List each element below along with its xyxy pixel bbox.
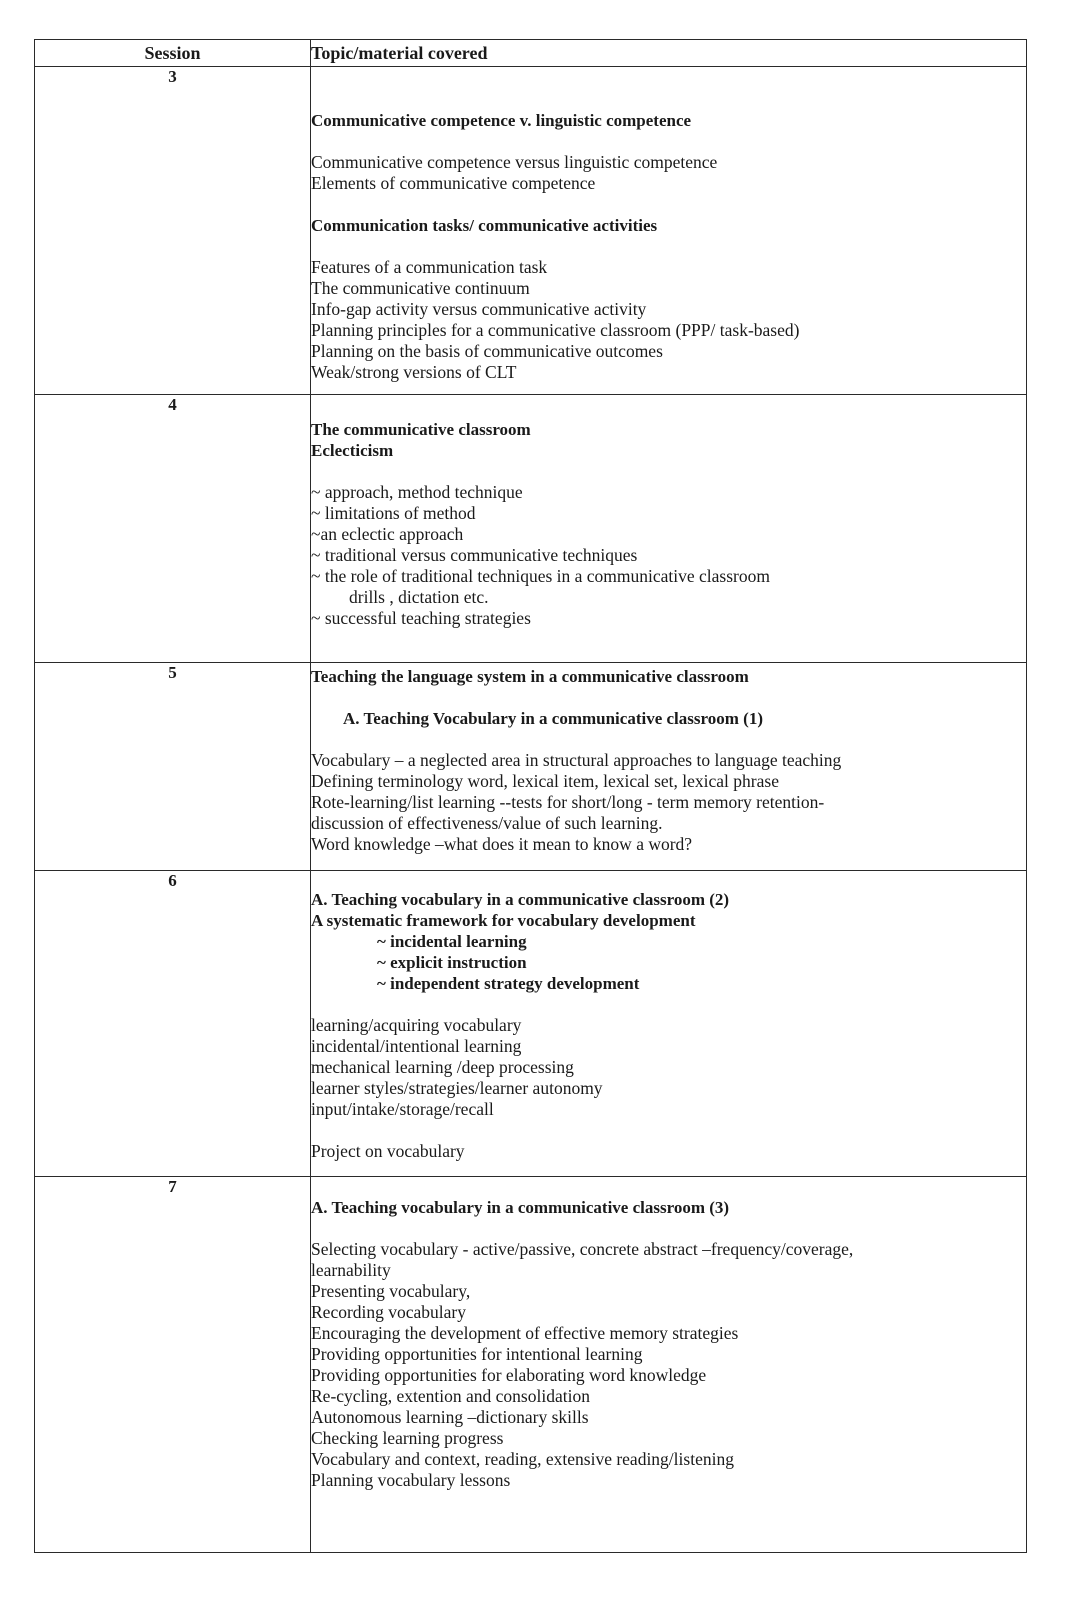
topic-line: Communicative competence versus linguistic competence [311, 152, 718, 172]
topic-cell [311, 67, 1027, 395]
topic-line: Vocabulary and context, reading, extensive reading/listening [311, 1449, 734, 1469]
topic-line: Weak/strong versions of CLT [311, 362, 517, 382]
session-number: 7 [35, 1177, 311, 1553]
topic-line: Checking learning progress [311, 1428, 504, 1448]
topic-line: learner styles/strategies/learner autonomy [311, 1078, 603, 1098]
topic-line: Providing opportunities for intentional learning [311, 1344, 643, 1364]
topic-line: Planning on the basis of communicative outcomes [311, 341, 663, 361]
topic-line: input/intake/storage/recall [311, 1099, 494, 1119]
topic-line: The communicative continuum [311, 278, 530, 298]
topic-line: Defining terminology word, lexical item, lexical set, lexical phrase [311, 771, 779, 791]
topic-line: Word knowledge –what does it mean to know a word? [311, 834, 693, 854]
topic-cell [311, 395, 1027, 663]
topic-cell [311, 663, 1027, 871]
topic-line: learning/acquiring vocabulary [311, 1015, 522, 1035]
session-number: 3 [35, 67, 311, 395]
topic-heading: Eclecticism [311, 441, 394, 460]
topic-line: mechanical learning /deep processing [311, 1057, 574, 1077]
topic-heading: A. Teaching vocabulary in a communicative classroom (2) [311, 890, 730, 909]
session-number: 6 [35, 871, 311, 1177]
topic-line: Elements of communicative competence [311, 173, 596, 193]
topic-column-header: Topic/material covered [311, 40, 1027, 67]
table-row [35, 871, 1027, 1177]
topic-line: Project on vocabulary [311, 1141, 465, 1161]
topic-line: Recording vocabulary [311, 1302, 467, 1322]
topic-line: Re-cycling, extention and consolidation [311, 1386, 590, 1406]
topic-subheading: ~ incidental learning [377, 932, 527, 951]
topic-line: ~ the role of traditional techniques in a communicative classroom [311, 566, 770, 586]
session-number: 5 [35, 663, 311, 871]
topic-heading: Communication tasks/ communicative activities [311, 216, 658, 235]
syllabus-table [34, 39, 1027, 1553]
topic-heading: A systematic framework for vocabulary development [311, 911, 696, 930]
topic-cell [311, 871, 1027, 1177]
topic-heading: Teaching the language system in a communicative classroom [311, 667, 749, 686]
topic-line: Features of a communication task [311, 257, 548, 277]
table-header-row [35, 40, 1027, 67]
topic-subheading: ~ explicit instruction [377, 953, 527, 972]
topic-line: Providing opportunities for elaborating word knowledge [311, 1365, 707, 1385]
table-row [35, 395, 1027, 663]
topic-line: Encouraging the development of effective memory strategies [311, 1323, 739, 1343]
topic-line: Autonomous learning –dictionary skills [311, 1407, 589, 1427]
topic-line: Selecting vocabulary - active/passive, concrete abstract –frequency/coverage, [311, 1239, 854, 1259]
table-row [35, 67, 1027, 395]
topic-line: Presenting vocabulary, [311, 1281, 471, 1301]
topic-line: discussion of effectiveness/value of such learning. [311, 813, 663, 833]
topic-line: Planning principles for a communicative classroom (PPP/ task-based) [311, 320, 800, 340]
topic-line: ~ limitations of method [311, 503, 476, 523]
topic-line: Planning vocabulary lessons [311, 1470, 511, 1490]
topic-line: ~an eclectic approach [311, 524, 464, 544]
topic-line: ~ approach, method technique [311, 482, 523, 502]
topic-line: Vocabulary – a neglected area in structural approaches to language teaching [311, 750, 842, 770]
session-number: 4 [35, 395, 311, 663]
topic-heading: A. Teaching vocabulary in a communicative classroom (3) [311, 1198, 730, 1217]
topic-heading: The communicative classroom [311, 420, 531, 439]
topic-heading: Communicative competence v. linguistic competence [311, 111, 692, 130]
table-row [35, 663, 1027, 871]
topic-line: ~ successful teaching strategies [311, 608, 531, 628]
topic-cell [311, 1177, 1027, 1553]
topic-line: Rote-learning/list learning --tests for short/long - term memory retention- [311, 792, 825, 812]
topic-heading: A. Teaching Vocabulary in a communicative classroom (1) [343, 709, 763, 728]
topic-line: Info-gap activity versus communicative activity [311, 299, 647, 319]
topic-line: incidental/intentional learning [311, 1036, 522, 1056]
table-row [35, 1177, 1027, 1553]
topic-line: learnability [311, 1260, 391, 1280]
topic-line: drills , dictation etc. [349, 587, 489, 607]
topic-line: ~ traditional versus communicative techniques [311, 545, 638, 565]
topic-subheading: ~ independent strategy development [377, 974, 640, 993]
session-column-header: Session [35, 40, 311, 67]
